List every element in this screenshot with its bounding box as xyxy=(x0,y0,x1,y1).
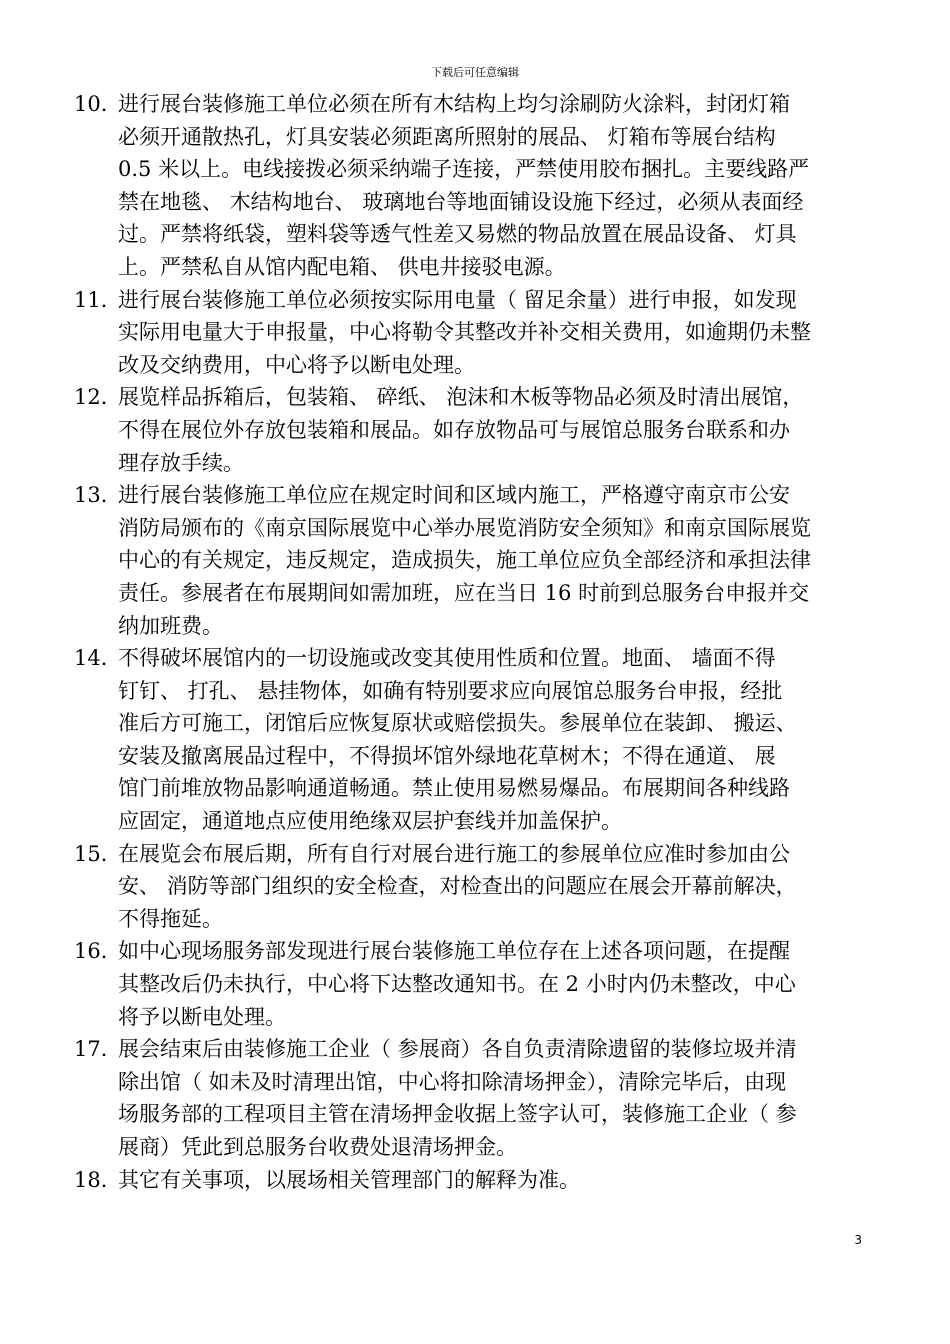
item-text-line: 其整改后仍未执行，中心将下达整改通知书。在 2 小时内仍未整改，中心 xyxy=(118,972,796,997)
item-text-line: 安、 消防等部门组织的安全检查，对检查出的问题应在展会开幕前解决， xyxy=(118,874,797,899)
item-text-line: 如中心现场服务部发现进行展台装修施工单位存在上述各项问题，在提醒 xyxy=(118,939,790,964)
item-text-line: 必须开通散热孔，灯具安装必须距离所照射的展品、 灯箱布等展台结构 xyxy=(118,124,776,149)
item-text-line: 展会结束后由装修施工企业（ 参展商）各自负责清除遗留的装修垃圾并清 xyxy=(118,1037,797,1062)
item-text-line: 除出馆（ 如未及时清理出馆，中心将扣除清场押金），清除完毕后，由现 xyxy=(118,1069,787,1094)
item-number: 14． xyxy=(74,646,122,671)
list-item xyxy=(74,1164,874,1197)
list-item xyxy=(74,381,874,479)
item-text-line: 改及交纳费用，中心将予以断电处理。 xyxy=(118,352,475,377)
item-text-line: 消防局颁布的《南京国际展览中心举办展览消防安全须知》和南京国际展览 xyxy=(118,515,811,540)
item-number: 16． xyxy=(74,939,122,964)
item-text-line: 展商）凭此到总服务台收费处退清场押金。 xyxy=(118,1135,517,1159)
item-text-line: 不得拖延。 xyxy=(118,906,223,931)
item-text-line: 过。严禁将纸袋，塑料袋等透气性差又易燃的物品放置在展品设备、 灯具 xyxy=(118,222,797,247)
item-text-line: 上。严禁私自从馆内配电箱、 供电井接驳电源。 xyxy=(118,254,566,279)
item-text-line: 场服务部的工程项目主管在清场押金收据上签字认可，装修施工企业（ 参 xyxy=(118,1102,797,1127)
item-text-line: 禁在地毯、 木结构地台、 玻璃地台等地面铺设设施下经过，必须从表面经 xyxy=(118,189,804,214)
item-text-line: 不得破坏展馆内的一切设施或改变其使用性质和位置。地面、 墙面不得 xyxy=(118,646,776,671)
list-item xyxy=(74,935,874,1033)
item-text-line: 进行展台装修施工单位应在规定时间和区域内施工，严格遵守南京市公安 xyxy=(118,483,790,508)
item-text-line: 责任。参展者在布展期间如需加班，应在当日 16 时前到总服务台申报并交 xyxy=(118,580,810,605)
list-item xyxy=(74,479,874,642)
item-number: 15． xyxy=(74,841,122,866)
item-number: 13． xyxy=(74,483,122,508)
item-text-line: 其它有关事项，以展场相关管理部门的解释为准。 xyxy=(118,1167,580,1192)
item-text-line: 将予以断电处理。 xyxy=(118,1004,286,1029)
item-text-line: 钉钉、 打孔、 悬挂物体，如确有特别要求应向展馆总服务台申报，经批 xyxy=(118,678,783,703)
item-text-line: 不得在展位外存放包装箱和展品。如存放物品可与展馆总服务台联系和办 xyxy=(118,417,790,442)
item-text-line: 在展览会布展后期，所有自行对展台进行施工的参展单位应准时参加由公 xyxy=(118,841,790,866)
item-text-line: 实际用电量大于申报量，中心将勒令其整改并补交相关费用，如逾期仍未整 xyxy=(118,320,811,345)
item-number: 17． xyxy=(74,1037,122,1062)
document-body xyxy=(74,88,874,1196)
list-item xyxy=(74,88,874,284)
item-text-line: 理存放手续。 xyxy=(118,450,244,475)
item-text-line: 应固定，通道地点应使用绝缘双层护套线并加盖保护。 xyxy=(118,809,622,834)
list-item xyxy=(74,642,874,838)
item-text-line: 展览样品拆箱后，包装箱、 碎纸、 泡沫和木板等物品必须及时清出展馆， xyxy=(118,385,804,410)
item-number: 11． xyxy=(74,287,122,312)
item-text-line: 中心的有关规定，违反规定，造成损失，施工单位应负全部经济和承担法律 xyxy=(118,548,811,573)
item-text-line: 纳加班费。 xyxy=(118,613,223,638)
item-number: 10． xyxy=(74,92,122,116)
item-text-line: 准后方可施工，闭馆后应恢复原状或赔偿损失。参展单位在装卸、 搬运、 xyxy=(118,711,797,736)
item-text-line: 馆门前堆放物品影响通道畅通。禁止使用易燃易爆品。布展期间各种线路 xyxy=(118,776,790,801)
item-text-line: 0.5 米以上。电线接拨必须采纳端子连接，严禁使用胶布捆扎。主要线路严 xyxy=(118,157,810,182)
item-text-line: 进行展台装修施工单位必须在所有木结构上均匀涂刷防火涂料，封闭灯箱 xyxy=(118,92,790,116)
list-item xyxy=(74,284,874,382)
page-number: 3 xyxy=(854,1233,862,1247)
page-header: 下载后可任意编辑 xyxy=(431,66,519,79)
list-item xyxy=(74,1033,874,1163)
item-number: 12． xyxy=(74,385,122,410)
list-item xyxy=(74,838,874,936)
item-text-line: 进行展台装修施工单位必须按实际用电量（ 留足余量）进行申报，如发现 xyxy=(118,287,797,312)
item-text-line: 安装及撤离展品过程中，不得损坏馆外绿地花草树木；不得在通道、 展 xyxy=(118,743,776,768)
item-number: 18． xyxy=(74,1167,122,1192)
